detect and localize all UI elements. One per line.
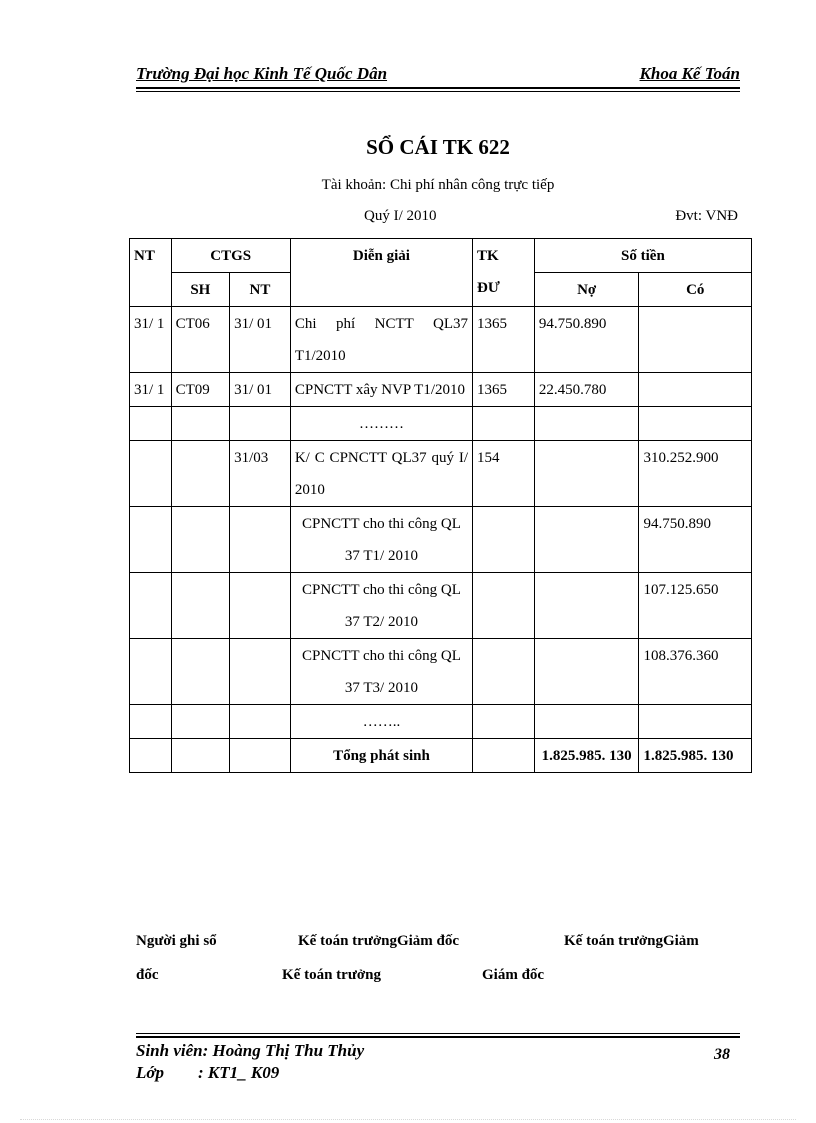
cell-dien-giai: ……… <box>290 407 472 441</box>
page-header <box>136 64 740 88</box>
cell-nt2 <box>230 573 291 639</box>
cell-no <box>534 407 639 441</box>
cell-co: 310.252.900 <box>639 441 752 507</box>
cell-co: 94.750.890 <box>639 507 752 573</box>
student-info <box>136 1040 364 1084</box>
total-co: 1.825.985. 130 <box>639 739 752 773</box>
cell-sh <box>171 739 229 773</box>
cell-dien-giai: K/ C CPNCTT QL37 quý I/ 2010 <box>290 441 472 507</box>
faculty-name: Khoa Kế Toán <box>639 64 740 83</box>
table-row <box>130 639 752 705</box>
cell-sh: CT09 <box>171 373 229 407</box>
cell-nt2 <box>230 639 291 705</box>
signer-director-wrap: đốc <box>136 967 159 983</box>
cell-dien-giai: CPNCTT cho thi công QL 37 T1/ 2010 <box>290 507 472 573</box>
cell-nt <box>130 507 172 573</box>
cell-nt2 <box>230 739 291 773</box>
cell-no <box>534 441 639 507</box>
cell-nt2 <box>230 705 291 739</box>
cell-tk <box>473 507 535 573</box>
table-row <box>130 373 752 407</box>
student-name: Sinh viên: Hoàng Thị Thu Thủy <box>136 1041 365 1060</box>
cell-sh <box>171 407 229 441</box>
col-header-ctgs: CTGS <box>171 239 290 273</box>
col-header-dien-giai: Diễn giải <box>290 239 472 307</box>
ledger-table <box>129 238 752 773</box>
cell-nt <box>130 705 172 739</box>
cell-tk <box>473 739 535 773</box>
header-rule-thick <box>136 87 740 89</box>
table-row <box>130 407 752 441</box>
cell-co <box>639 705 752 739</box>
total-row <box>130 739 752 773</box>
signer-recorder: Người ghi sổ <box>136 933 217 949</box>
cell-sh: CT06 <box>171 307 229 373</box>
col-header-co: Có <box>639 273 752 307</box>
col-header-tk-du: TK ĐƯ <box>473 239 535 307</box>
cell-sh <box>171 507 229 573</box>
col-header-sh: SH <box>171 273 229 307</box>
cell-nt <box>130 639 172 705</box>
cell-nt <box>130 407 172 441</box>
cell-no <box>534 573 639 639</box>
cell-tk: 1365 <box>473 373 535 407</box>
cell-no: 22.450.780 <box>534 373 639 407</box>
col-header-no: Nợ <box>534 273 639 307</box>
signer-chief-accountant-director: Kế toán trưởngGiảm đốc <box>298 933 460 949</box>
cell-nt <box>130 573 172 639</box>
cell-sh <box>171 639 229 705</box>
cell-nt: 31/ 1 <box>130 373 172 407</box>
cell-tk <box>473 705 535 739</box>
cell-nt2 <box>230 507 291 573</box>
cell-nt2 <box>230 407 291 441</box>
cell-dien-giai: CPNCTT cho thi công QL 37 T2/ 2010 <box>290 573 472 639</box>
cell-tk <box>473 407 535 441</box>
table-row <box>130 307 752 373</box>
cell-tk: 154 <box>473 441 535 507</box>
cell-sh <box>171 441 229 507</box>
col-header-nt: NT <box>130 239 172 307</box>
cell-co: 108.376.360 <box>639 639 752 705</box>
signer-chief-accountant-2: Kế toán trưởngGiảm <box>564 933 699 949</box>
table-header-row <box>130 239 752 273</box>
table-row <box>130 507 752 573</box>
cell-tk: 1365 <box>473 307 535 373</box>
footer-rule-thin <box>136 1033 740 1034</box>
cell-no <box>534 507 639 573</box>
page-edge-divider <box>20 1119 796 1120</box>
col-header-so-tien: Số tiền <box>534 239 751 273</box>
currency-unit: Đvt: VNĐ <box>675 208 738 224</box>
table-row <box>130 705 752 739</box>
cell-nt <box>130 441 172 507</box>
cell-no: 94.750.890 <box>534 307 639 373</box>
cell-nt2: 31/03 <box>230 441 291 507</box>
signer-director-2: Giám đốc <box>482 967 545 983</box>
cell-co <box>639 307 752 373</box>
cell-dien-giai: Chi phí NCTT QL37 T1/2010 <box>290 307 472 373</box>
table-row <box>130 573 752 639</box>
cell-no <box>534 705 639 739</box>
cell-co <box>639 407 752 441</box>
student-class: Lớp : KT1_ K09 <box>136 1063 280 1082</box>
period-label: Quý I/ 2010 <box>364 208 437 224</box>
cell-sh <box>171 705 229 739</box>
cell-no <box>534 639 639 705</box>
school-name: Trường Đại học Kinh Tế Quốc Dân <box>136 64 388 83</box>
cell-dien-giai: CPNCTT xây NVP T1/2010 <box>290 373 472 407</box>
cell-co: 107.125.650 <box>639 573 752 639</box>
header-rule-thin <box>136 91 740 92</box>
cell-dien-giai: …….. <box>290 705 472 739</box>
footer-rule-thick <box>136 1036 740 1038</box>
table-row <box>130 441 752 507</box>
cell-dien-giai: CPNCTT cho thi công QL 37 T3/ 2010 <box>290 639 472 705</box>
page-number: 38 <box>714 1046 730 1063</box>
cell-nt: 31/ 1 <box>130 307 172 373</box>
col-header-nt2: NT <box>230 273 291 307</box>
cell-co <box>639 373 752 407</box>
cell-nt <box>130 739 172 773</box>
ledger-title: SỔ CÁI TK 622 <box>366 135 510 159</box>
cell-tk <box>473 639 535 705</box>
total-label: Tổng phát sinh <box>290 739 472 773</box>
cell-tk <box>473 573 535 639</box>
signer-chief-accountant-3: Kế toán trưởng <box>282 967 381 983</box>
total-no: 1.825.985. 130 <box>534 739 639 773</box>
cell-nt2: 31/ 01 <box>230 373 291 407</box>
account-name: Tài khoản: Chi phí nhân công trực tiếp <box>321 177 555 193</box>
cell-sh <box>171 573 229 639</box>
cell-nt2: 31/ 01 <box>230 307 291 373</box>
